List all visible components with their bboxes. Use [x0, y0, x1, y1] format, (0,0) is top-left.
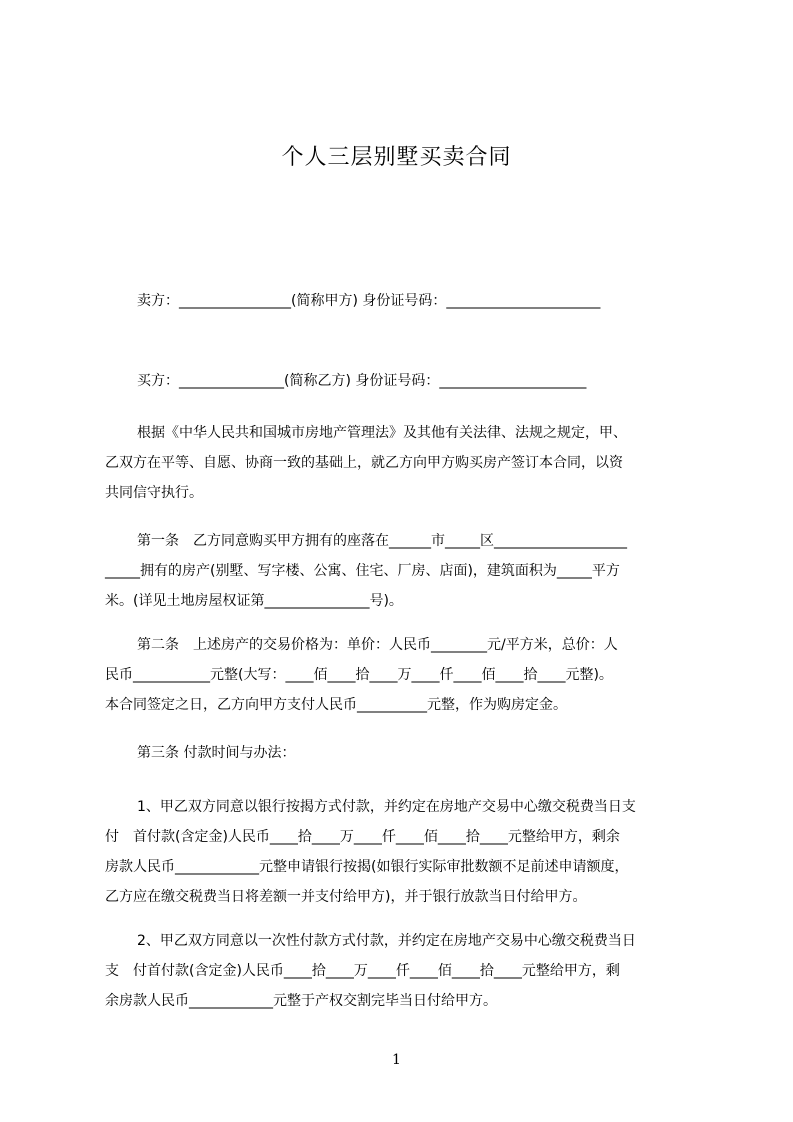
preamble-line-1: 根据《中华人民共和国城市房地产管理法》及其他有关法律、法规之规定，甲、 — [137, 425, 627, 441]
buyer-line: 买方：_______________(简称乙方) 身份证号码：_____________________ — [137, 373, 587, 389]
article-2-line-3: 本合同签定之日，乙方向甲方支付人民币__________元整，作为购房定金。 — [105, 697, 567, 713]
article-1-line-2: _____拥有的房产(别墅、写字楼、公寓、住宅、厂房、店面)，建筑面积为_____平方 — [105, 563, 620, 579]
seller-line: 卖方：________________(简称甲方) 身份证号码：______________________ — [137, 293, 601, 309]
preamble-line-3: 共同信守执行。 — [105, 485, 203, 501]
preamble-line-2: 乙双方在平等、自愿、协商一致的基础上，就乙方向甲方购买房产签订本合同，以资 — [105, 455, 623, 471]
article-1 — [105, 526, 705, 616]
clause-1-line-3: 房款人民币____________元整申请银行按揭(如银行实际审批数额不足前述申请额度， — [105, 859, 629, 875]
page-number: 1 — [392, 1052, 401, 1068]
article-2-line-1: 第二条 上述房产的交易价格为：单价：人民币________元/平方米，总价：人 — [137, 637, 618, 653]
clause-2-line-3: 余房款人民币____________元整于产权交割完毕当日付给甲方。 — [105, 993, 497, 1009]
clause-1-line-2: 付 首付款(含定金)人民币____拾____万____仟____佰____拾____元整给甲方，剩余 — [105, 829, 620, 845]
clause-1-line-4: 乙方应在缴交税费当日将差额一并支付给甲方)，并于银行放款当日付给甲方。 — [105, 889, 587, 905]
article-2 — [105, 630, 705, 720]
article-2-line-2: 民币___________元整(大写：____佰____拾____万____仟____佰____拾____元整)。 — [105, 667, 613, 683]
article-3-clause-2 — [105, 926, 705, 1016]
article-1-line-3: 米。(详见土地房屋权证第_______________号)。 — [105, 593, 403, 609]
article-3-heading: 第三条 付款时间与办法： — [137, 745, 296, 761]
clause-2-line-2: 支 付首付款(含定金)人民币____拾____万____仟____佰____拾____元整给甲方，剩 — [105, 963, 620, 979]
preamble-paragraph — [105, 418, 705, 508]
article-1-line-1: 第一条 乙方同意购买甲方拥有的座落在______市_____区___________________ — [137, 533, 627, 549]
clause-1-line-1: 1、甲乙双方同意以银行按揭方式付款，并约定在房地产交易中心缴交税费当日支 — [137, 799, 636, 815]
article-3-heading-block — [105, 738, 705, 768]
document-title: 个人三层别墅买卖合同 — [281, 145, 512, 170]
article-3-clause-1 — [105, 792, 705, 912]
clause-2-line-1: 2、甲乙双方同意以一次性付款方式付款，并约定在房地产交易中心缴交税费当日 — [137, 933, 636, 949]
